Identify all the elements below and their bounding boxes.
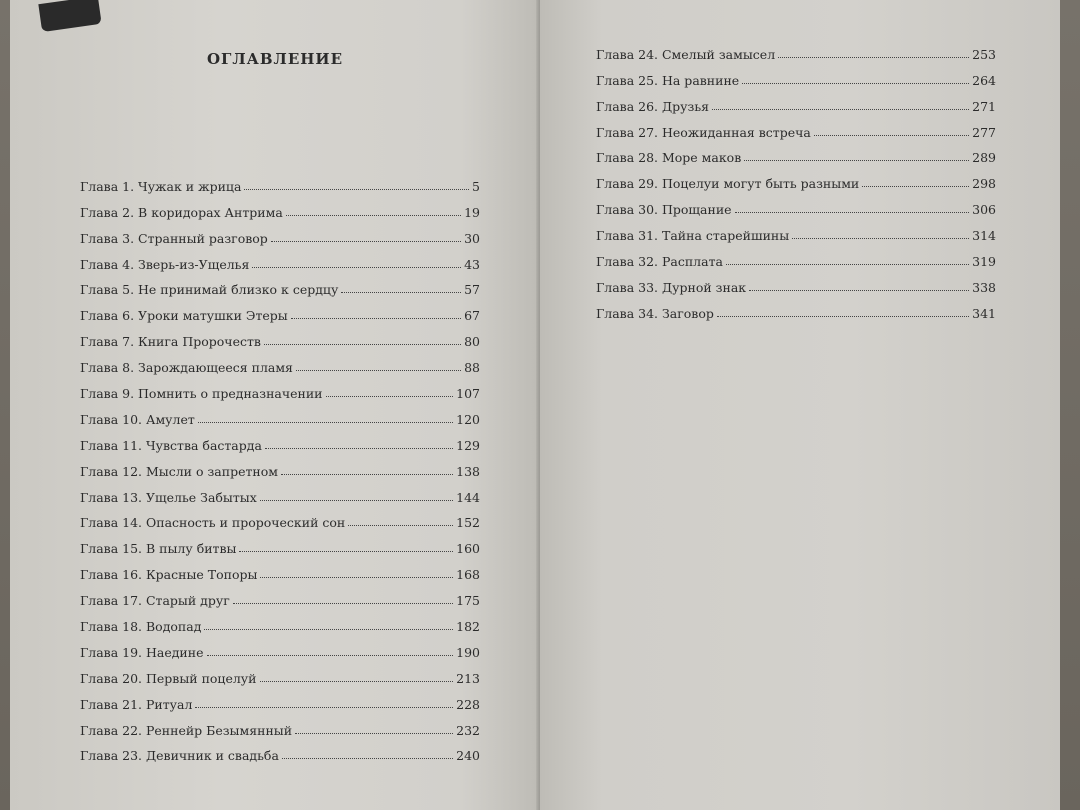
page-number: 43	[464, 256, 480, 272]
binder-clip	[38, 0, 101, 32]
toc-entry	[596, 191, 996, 217]
dot-leader	[291, 318, 461, 319]
toc-entry	[80, 323, 480, 349]
chapter-title: Глава 21. Ритуал	[80, 696, 193, 712]
toc-entry	[80, 479, 480, 505]
chapter-title: Глава 16. Красные Топоры	[80, 567, 258, 583]
chapter-title: Глава 11. Чувства бастарда	[80, 437, 262, 453]
chapter-title: Глава 2. В коридорах Антрима	[80, 204, 283, 220]
toc-entry	[80, 349, 480, 375]
toc-entry	[596, 140, 996, 166]
toc-title: ОГЛАВЛЕНИЕ	[206, 50, 344, 68]
dot-leader	[286, 215, 461, 216]
toc-entry	[80, 427, 480, 453]
page-number: 289	[972, 150, 996, 166]
toc-entry	[80, 401, 480, 427]
page-number: 338	[972, 279, 996, 295]
page-number: 175	[456, 593, 480, 609]
page-number: 80	[464, 334, 480, 350]
chapter-title: Глава 14. Опасность и пророческий сон	[80, 515, 346, 531]
page-number: 120	[456, 411, 480, 427]
chapter-title: Глава 9. Помнить о предназначении	[80, 386, 323, 402]
page-number: 138	[456, 463, 480, 479]
page-number: 213	[456, 670, 480, 686]
toc-entry	[596, 295, 996, 321]
dot-leader	[341, 292, 461, 293]
chapter-title: Глава 19. Наедине	[80, 644, 204, 660]
chapter-title: Глава 3. Странный разговор	[80, 230, 268, 246]
dot-leader	[233, 603, 453, 604]
dot-leader	[296, 370, 461, 371]
toc-entry	[80, 556, 480, 582]
page-number: 341	[972, 305, 996, 321]
chapter-title: Глава 17. Старый друг	[80, 593, 230, 609]
dot-leader	[281, 474, 453, 475]
toc-entry	[596, 62, 996, 88]
toc-entry	[80, 582, 480, 608]
dot-leader	[348, 525, 453, 526]
dot-leader	[239, 551, 453, 552]
toc-entry	[80, 686, 480, 712]
page-number: 152	[456, 515, 480, 531]
page-number: 264	[972, 72, 996, 88]
chapter-title: Глава 27. Неожиданная встреча	[596, 124, 811, 140]
page-number: 306	[972, 202, 996, 218]
dot-leader	[260, 681, 454, 682]
toc-entry	[80, 712, 480, 738]
dot-leader	[735, 212, 970, 213]
page-number: 168	[456, 567, 480, 583]
page-number: 319	[972, 254, 996, 270]
page-number: 129	[456, 437, 480, 453]
toc-entry	[80, 660, 480, 686]
toc-list-right	[596, 36, 996, 321]
dot-leader	[814, 135, 969, 136]
page-number: 314	[972, 228, 996, 244]
page-number: 232	[456, 722, 480, 738]
chapter-title: Глава 22. Реннейр Безымянный	[80, 722, 293, 738]
chapter-title: Глава 13. Ущелье Забытых	[80, 489, 257, 505]
toc-entry	[80, 220, 480, 246]
page-number: 5	[472, 178, 480, 194]
chapter-title: Глава 33. Дурной знак	[596, 279, 747, 295]
chapter-title: Глава 32. Расплата	[596, 254, 723, 270]
chapter-title: Глава 26. Друзья	[596, 98, 710, 114]
page-number: 57	[464, 282, 480, 298]
page-number: 240	[456, 748, 480, 764]
page-number: 277	[972, 124, 996, 140]
toc-entry	[80, 738, 480, 764]
toc-entry	[596, 114, 996, 140]
dot-leader	[744, 160, 969, 161]
chapter-title: Глава 23. Девичник и свадьба	[80, 748, 279, 764]
toc-entry	[596, 36, 996, 62]
page-number: 271	[972, 98, 996, 114]
dot-leader	[792, 238, 969, 239]
page-number: 253	[972, 46, 996, 62]
dot-leader	[295, 733, 453, 734]
toc-entry	[596, 88, 996, 114]
toc-entry	[80, 453, 480, 479]
chapter-title: Глава 18. Водопад	[80, 619, 202, 635]
toc-entry	[80, 505, 480, 531]
toc-entry	[80, 375, 480, 401]
toc-entry	[80, 530, 480, 556]
chapter-title: Глава 25. На равнине	[596, 72, 740, 88]
right-page	[540, 0, 1060, 810]
toc-entry	[80, 297, 480, 323]
dot-leader	[749, 290, 969, 291]
chapter-title: Глава 12. Мысли о запретном	[80, 463, 278, 479]
page-number: 182	[456, 619, 480, 635]
toc-entry	[80, 608, 480, 634]
left-page	[10, 0, 540, 810]
dot-leader	[712, 109, 969, 110]
chapter-title: Глава 5. Не принимай близко к сердцу	[80, 282, 339, 298]
dot-leader	[264, 344, 461, 345]
toc-entry	[596, 243, 996, 269]
chapter-title: Глава 1. Чужак и жрица	[80, 178, 242, 194]
page-number: 67	[464, 308, 480, 324]
page-number: 298	[972, 176, 996, 192]
page-number: 144	[456, 489, 480, 505]
chapter-title: Глава 29. Поцелуи могут быть разными	[596, 176, 860, 192]
toc-entry	[80, 634, 480, 660]
toc-entry	[596, 269, 996, 295]
dot-leader	[260, 577, 453, 578]
chapter-title: Глава 20. Первый поцелуй	[80, 670, 257, 686]
dot-leader	[717, 316, 969, 317]
dot-leader	[252, 267, 461, 268]
page-number: 88	[464, 360, 480, 376]
chapter-title: Глава 4. Зверь-из-Ущелья	[80, 256, 250, 272]
chapter-title: Глава 10. Амулет	[80, 411, 195, 427]
chapter-title: Глава 31. Тайна старейшины	[596, 228, 790, 244]
chapter-title: Глава 6. Уроки матушки Этеры	[80, 308, 288, 324]
chapter-title: Глава 8. Зарождающееся пламя	[80, 360, 293, 376]
dot-leader	[244, 189, 469, 190]
toc-entry	[80, 194, 480, 220]
toc-entry	[80, 272, 480, 298]
dot-leader	[198, 422, 453, 423]
toc-entry	[596, 217, 996, 243]
page-number: 160	[456, 541, 480, 557]
dot-leader	[195, 707, 453, 708]
toc-entry	[596, 165, 996, 191]
toc-entry	[80, 246, 480, 272]
chapter-title: Глава 28. Море маков	[596, 150, 742, 166]
chapter-title: Глава 24. Смелый замысел	[596, 46, 776, 62]
dot-leader	[862, 186, 969, 187]
page-number: 228	[456, 696, 480, 712]
dot-leader	[204, 629, 453, 630]
dot-leader	[207, 655, 454, 656]
page-number: 19	[464, 204, 480, 220]
dot-leader	[742, 83, 969, 84]
dot-leader	[260, 500, 453, 501]
dot-leader	[282, 758, 453, 759]
page-number: 30	[464, 230, 480, 246]
chapter-title: Глава 34. Заговор	[596, 305, 714, 321]
chapter-title: Глава 15. В пылу битвы	[80, 541, 237, 557]
chapter-title: Глава 7. Книга Пророчеств	[80, 334, 261, 350]
dot-leader	[265, 448, 453, 449]
page-number: 107	[456, 386, 480, 402]
dot-leader	[726, 264, 969, 265]
dot-leader	[778, 57, 969, 58]
dot-leader	[271, 241, 461, 242]
page-number: 190	[456, 644, 480, 660]
toc-entry	[80, 168, 480, 194]
dot-leader	[326, 396, 454, 397]
chapter-title: Глава 30. Прощание	[596, 202, 732, 218]
toc-list-left	[80, 168, 480, 763]
